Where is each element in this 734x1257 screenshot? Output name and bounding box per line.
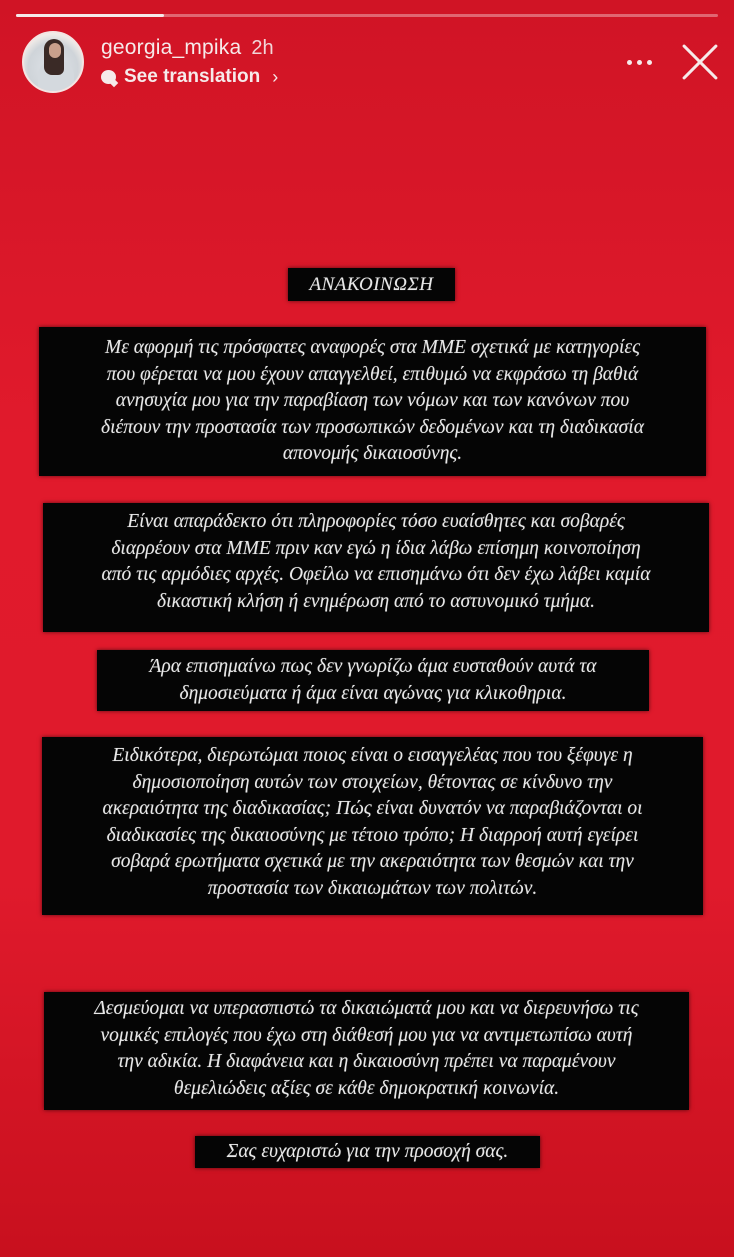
- text-line: την αδικία. Η διαφάνεια και η δικαιοσύνη πρέπει να παραμένουν: [117, 1051, 616, 1072]
- paragraph-4: [42, 737, 703, 915]
- post-time: 2h: [251, 37, 274, 59]
- story-header: [22, 30, 720, 94]
- speech-bubble-icon: [101, 70, 116, 84]
- user-info: [101, 36, 278, 88]
- text-line: νομικές επιλογές που έχω στη διάθεσή μου για να αντιμετωπίσω αυτή: [100, 1024, 633, 1046]
- text-line: δημοσιεύματα ή άμα είναι αγώνας για κλικοθηρια.: [179, 682, 567, 704]
- text-line: απονομής δικαιοσύνης.: [282, 443, 463, 464]
- paragraph-5: [44, 992, 689, 1110]
- see-translation-label: See translation: [124, 66, 261, 87]
- close-icon[interactable]: [680, 42, 720, 82]
- text-line: διαρρέουν στα ΜΜΕ πριν καν εγώ η ίδια λάβω επίσημη κοινοποίηση: [111, 537, 641, 559]
- paragraph-1: [39, 327, 706, 476]
- text-line: Είναι απαράδεκτο ότι πληροφορίες τόσο ευαίσθητες και σοβαρές: [127, 511, 625, 532]
- avatar[interactable]: [22, 31, 84, 93]
- text-line: που φέρεται να μου έχουν απαγγελθεί, επιθυμώ να εκφράσω τη βαθιά: [106, 363, 639, 385]
- text-line: από τις αρμόδιες αρχές. Οφείλω να επισημάνω ότι δεν έχω λάβει καμία: [101, 564, 651, 585]
- text-line: διέπουν την προστασία των προσωπικών δεδομένων και τη διαδικασία: [101, 416, 644, 438]
- text-line: προστασία των δικαιωμάτων των πολιτών.: [207, 877, 538, 899]
- text-line: δικαστική κλήση ή ενημέρωση από το αστυνομικό τμήμα.: [157, 590, 595, 612]
- text-line: Άρα επισημαίνω πως δεν γνωρίζω άμα ευσταθούν αυτά τα: [149, 656, 597, 677]
- see-translation-button[interactable]: [101, 66, 278, 88]
- dot-icon: [637, 60, 642, 65]
- chevron-right-icon: ›: [272, 66, 279, 87]
- dot-icon: [627, 60, 632, 65]
- paragraph-3: [97, 650, 649, 711]
- closing-line: [195, 1136, 540, 1168]
- story-progress-fill: [16, 14, 164, 17]
- username-link[interactable]: georgia_mpika: [101, 36, 242, 59]
- avatar-face-shape: [49, 43, 61, 58]
- text-line: διαδικασίες της δικαιοσύνης με τέτοιο τρόπο; Η διαρροή αυτή εγείρει: [106, 824, 639, 846]
- dot-icon: [647, 60, 652, 65]
- text-line: Δεσμεύομαι να υπερασπιστώ τα δικαιώματά μου και να διερευνήσω τις: [94, 998, 639, 1019]
- text-line: δημοσιοποίηση αυτών των στοιχείων, θέτοντας σε κίνδυνο την: [132, 771, 613, 793]
- text-line: ακεραιότητα της διαδικασίας; Πώς είναι δυνατόν να παραβιάζονται οι: [102, 798, 643, 819]
- text-line: σοβαρά ερωτήματα σχετικά με την ακεραιότητα των θεσμών και την: [111, 851, 634, 872]
- story-progress-bar: [16, 14, 718, 17]
- announcement-title: ΑΝΑΚΟΙΝΩΣΗ: [288, 268, 455, 301]
- text-line: θεμελιώδεις αξίες σε κάθε δημοκρατική κοινωνία.: [173, 1077, 560, 1099]
- more-options-button[interactable]: [627, 60, 652, 65]
- paragraph-2: [43, 503, 709, 632]
- text-line: Με αφορμή τις πρόσφατες αναφορές στα ΜΜΕ σχετικά με κατηγορίες: [104, 337, 641, 358]
- text-line: ανησυχία μου για την παραβίαση των νόμων και των κανόνων που: [115, 390, 630, 411]
- text-line: Σας ευχαριστώ για την προσοχή σας.: [226, 1141, 509, 1162]
- text-line: Ειδικότερα, διερωτώμαι ποιος είναι ο εισαγγελέας που του ξέφυγε η: [112, 745, 633, 766]
